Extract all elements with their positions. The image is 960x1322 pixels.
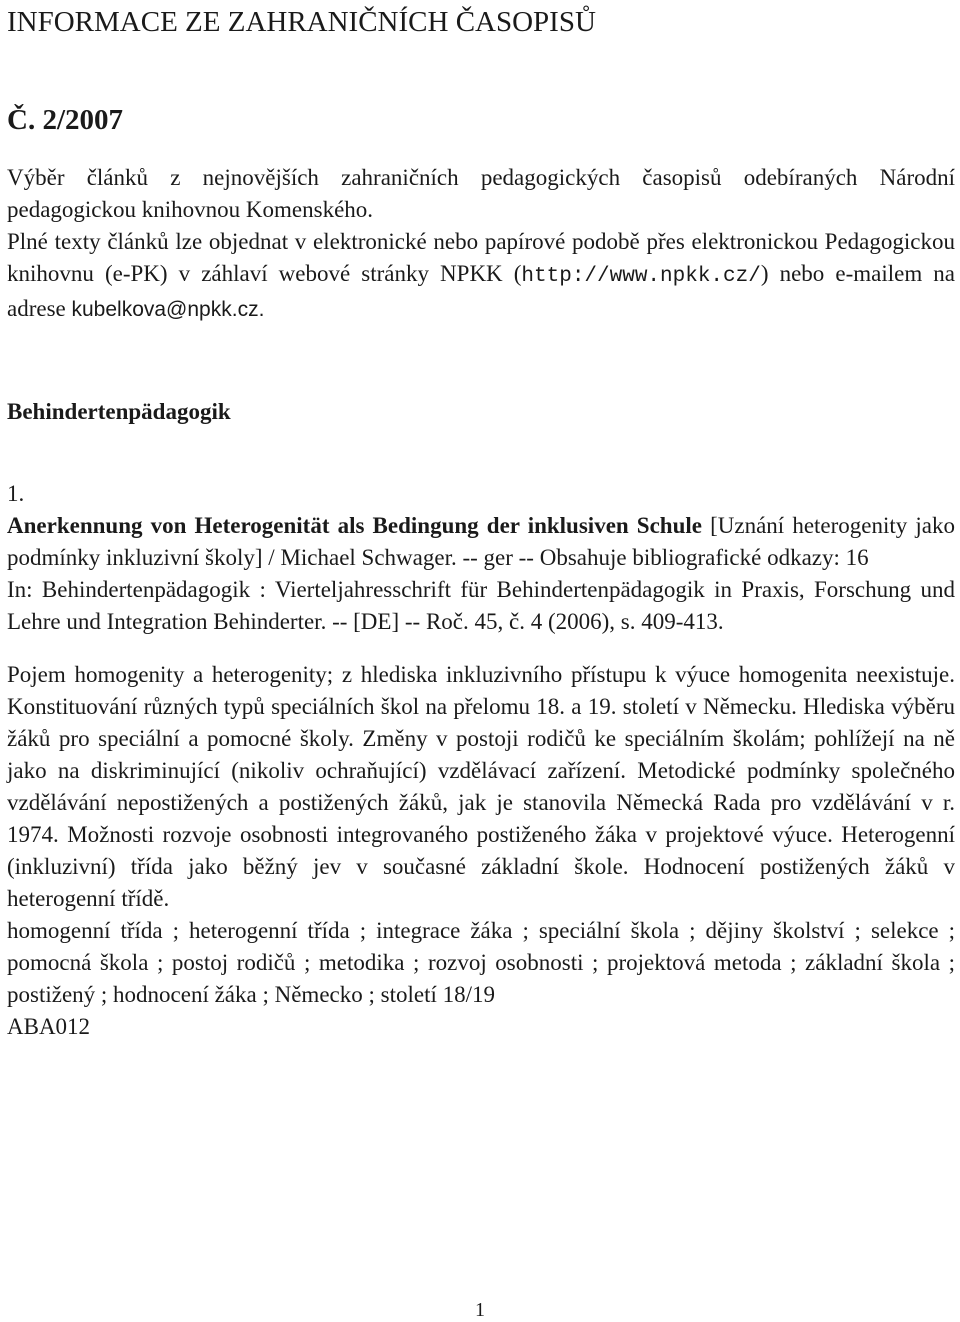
record-keywords: homogenní třída ; heterogenní třída ; integrace žáka ; speciální škola ; dějiny školství ; selekce ; pomocná škola ; postoj rodičů ; metodika ; rozvoj osobnosti ; projektová metoda ; základní škola ; postižený ; hodnocení žáka ; Německo ; století 18/19 [7,918,955,1007]
record-citation [7,510,955,574]
intro-ordering-text [7,226,955,326]
email-link[interactable]: kubelkova@npkk.cz [71,298,259,321]
page-title: INFORMACE ZE ZAHRANIČNÍCH ČASOPISŮ [7,6,596,38]
intro-ordering-middle: ) nebo e-mailem na adrese [7,261,955,321]
page-number: 1 [475,1299,485,1321]
record-number: 1. [7,481,25,506]
intro-paragraph [7,162,955,326]
intro-selection-text: Výběr článků z nejnovějších zahraničních pedagogických časopisů odebíraných Národní pedagogickou knihovnou Komenského. [7,165,955,222]
article-title: Anerkennung von Heterogenität als Bedingung der inklusiven Schule [7,513,702,538]
issue-number: Č. 2/2007 [7,104,123,136]
document-page [7,0,955,1043]
record-code: ABA012 [7,1014,91,1039]
section-heading: Behindertenpädagogik [7,399,231,424]
citation-details: [Uznání heterogenity jako podmínky inkluzivní školy] / Michael Schwager. -- ger -- Obsahuje bibliografické odkazy: 16 [7,513,955,570]
npkk-url-link[interactable]: http://www.npkk.cz/ [521,265,761,288]
intro-ordering-prefix: Plné texty článků lze objednat v elektronické nebo papírové podobě přes elektronickou Pedagogickou knihovnu (e-PK) v záhlaví webové stránky NPKK ( [7,229,955,286]
record-source: In: Behindertenpädagogik : Vierteljahresschrift für Behindertenpädagogik in Praxis, Forschung und Lehre und Integration Behinderter. -- [DE] -- Roč. 45, č. 4 (2006), s. 409-413. [7,577,955,634]
record-abstract: Pojem homogenity a heterogenity; z hlediska inkluzivního přístupu k výuce homogenita neexistuje. Konstituování různých typů speciálních škol na přelomu 18. a 19. století v Německu. Hlediska výběru žáků pro speciální a pomocné školy. Změny v postoji rodičů ke speciálním školám; pohlížejí na ně jako na diskriminující (nikoliv ochraňující) vzdělávací zařízení. Metodické podmínky společného vzdělávání nepostižených a postižených žáků, jak je stanovila Německá Rada pro vzdělávání v r. 1974. Možnosti rozvoje osobnosti integrovaného postiženého žáka v projektové výuce. Heterogenní (inkluzivní) třída jako běžný jev v současné základní škole. Hodnocení postižených žáků v heterogenní třídě. [7,662,955,911]
intro-ordering-suffix: . [258,298,265,321]
